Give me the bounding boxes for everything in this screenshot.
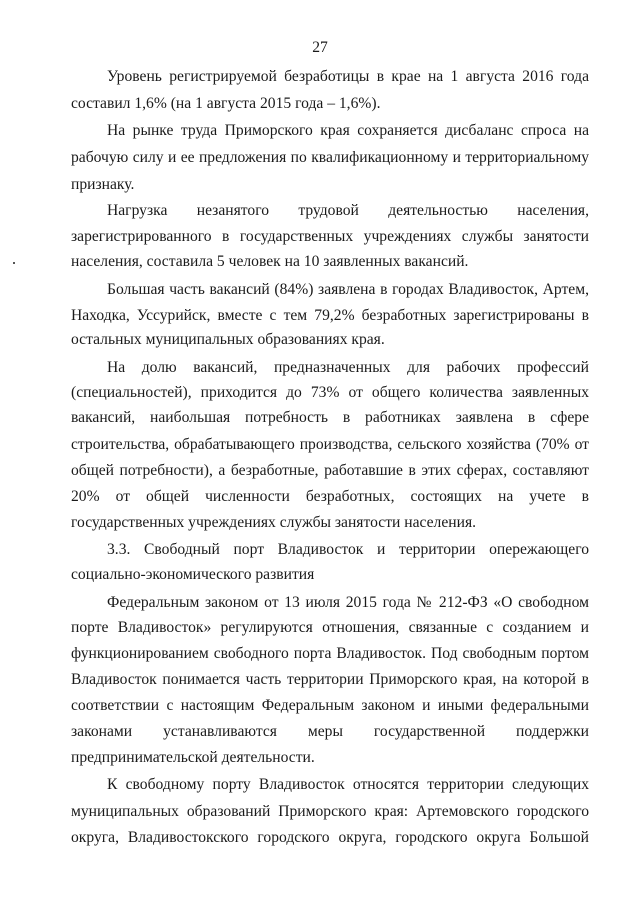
paragraph-line: населения, составила 5 человек на 10 заявленных вакансий. (71, 253, 469, 270)
paragraph-line: строительства, обрабатывающего производства, сельского хозяйства (70% от (71, 436, 589, 453)
paragraph-line: порте Владивосток» регулируются отношения, связанные с созданием и (71, 619, 589, 636)
paragraph-line: составил 1,6% (на 1 августа 2015 года – 1,6%). (71, 95, 381, 112)
paragraph-line: На долю вакансий, предназначенных для рабочих профессий (107, 359, 589, 376)
paragraph-line: общей потребности), а безработные, работавшие в этих сферах, составляют (71, 462, 589, 479)
paragraph-line: вакансий, наибольшая потребность в работниках заявлена в сфере (71, 409, 589, 426)
paragraph-line: зарегистрированного в государственных учреждениях службы занятости (71, 228, 589, 245)
paragraph-line: Федеральным законом от 13 июля 2015 года № 212-ФЗ «О свободном (107, 594, 589, 611)
paragraph-line: государственных учреждениях службы занятости населения. (71, 514, 477, 531)
paragraph-line: На рынке труда Приморского края сохраняется дисбаланс спроса на (107, 122, 589, 139)
section-heading-line: 3.3. Свободный порт Владивосток и территории опережающего (107, 541, 589, 558)
paragraph-line: Владивосток понимается часть территории Приморского края, на которой в (71, 671, 589, 688)
paragraph-line: К свободному порту Владивосток относятся территории следующих (107, 776, 589, 793)
paragraph-line: предпринимательской деятельности. (71, 749, 315, 766)
paragraph-line: муниципальных образований Приморского края: Артемовского городского (71, 803, 589, 820)
paragraph-line: Большая часть вакансий (84%) заявлена в городах Владивосток, Артем, (107, 281, 589, 298)
paragraph-line: Нагрузка незанятого трудовой деятельностью населения, (107, 202, 589, 219)
paragraph-line: Уровень регистрируемой безработицы в крае на 1 августа 2016 года (107, 68, 589, 85)
paragraph-line: (специальностей), приходится до 73% от общего количества заявленных (71, 384, 589, 401)
paragraph-line: соответствии с настоящим Федеральным законом и иными федеральными (71, 697, 589, 714)
page-number: 27 (312, 39, 328, 56)
section-heading-line: социально-экономического развития (71, 566, 315, 583)
paragraph-line: 20% от общей численности безработных, состоящих на учете в (71, 488, 589, 505)
paragraph-line: округа, Владивостокского городского округа, городского округа Большой (71, 829, 589, 846)
paragraph-line: признаку. (71, 176, 135, 193)
paragraph-line: Находка, Уссурийск, вместе с тем 79,2% безработных зарегистрированы в (71, 307, 589, 324)
paragraph-line: законами устанавливаются меры государственной поддержки (71, 723, 589, 740)
paragraph-line: остальных муниципальных образованиях края. (71, 331, 385, 348)
scan-mark (13, 262, 15, 264)
paragraph-line: рабочую силу и ее предложения по квалификационному и территориальному (71, 149, 589, 166)
paragraph-line: функционированием свободного порта Владивосток. Под свободным портом (71, 645, 589, 662)
